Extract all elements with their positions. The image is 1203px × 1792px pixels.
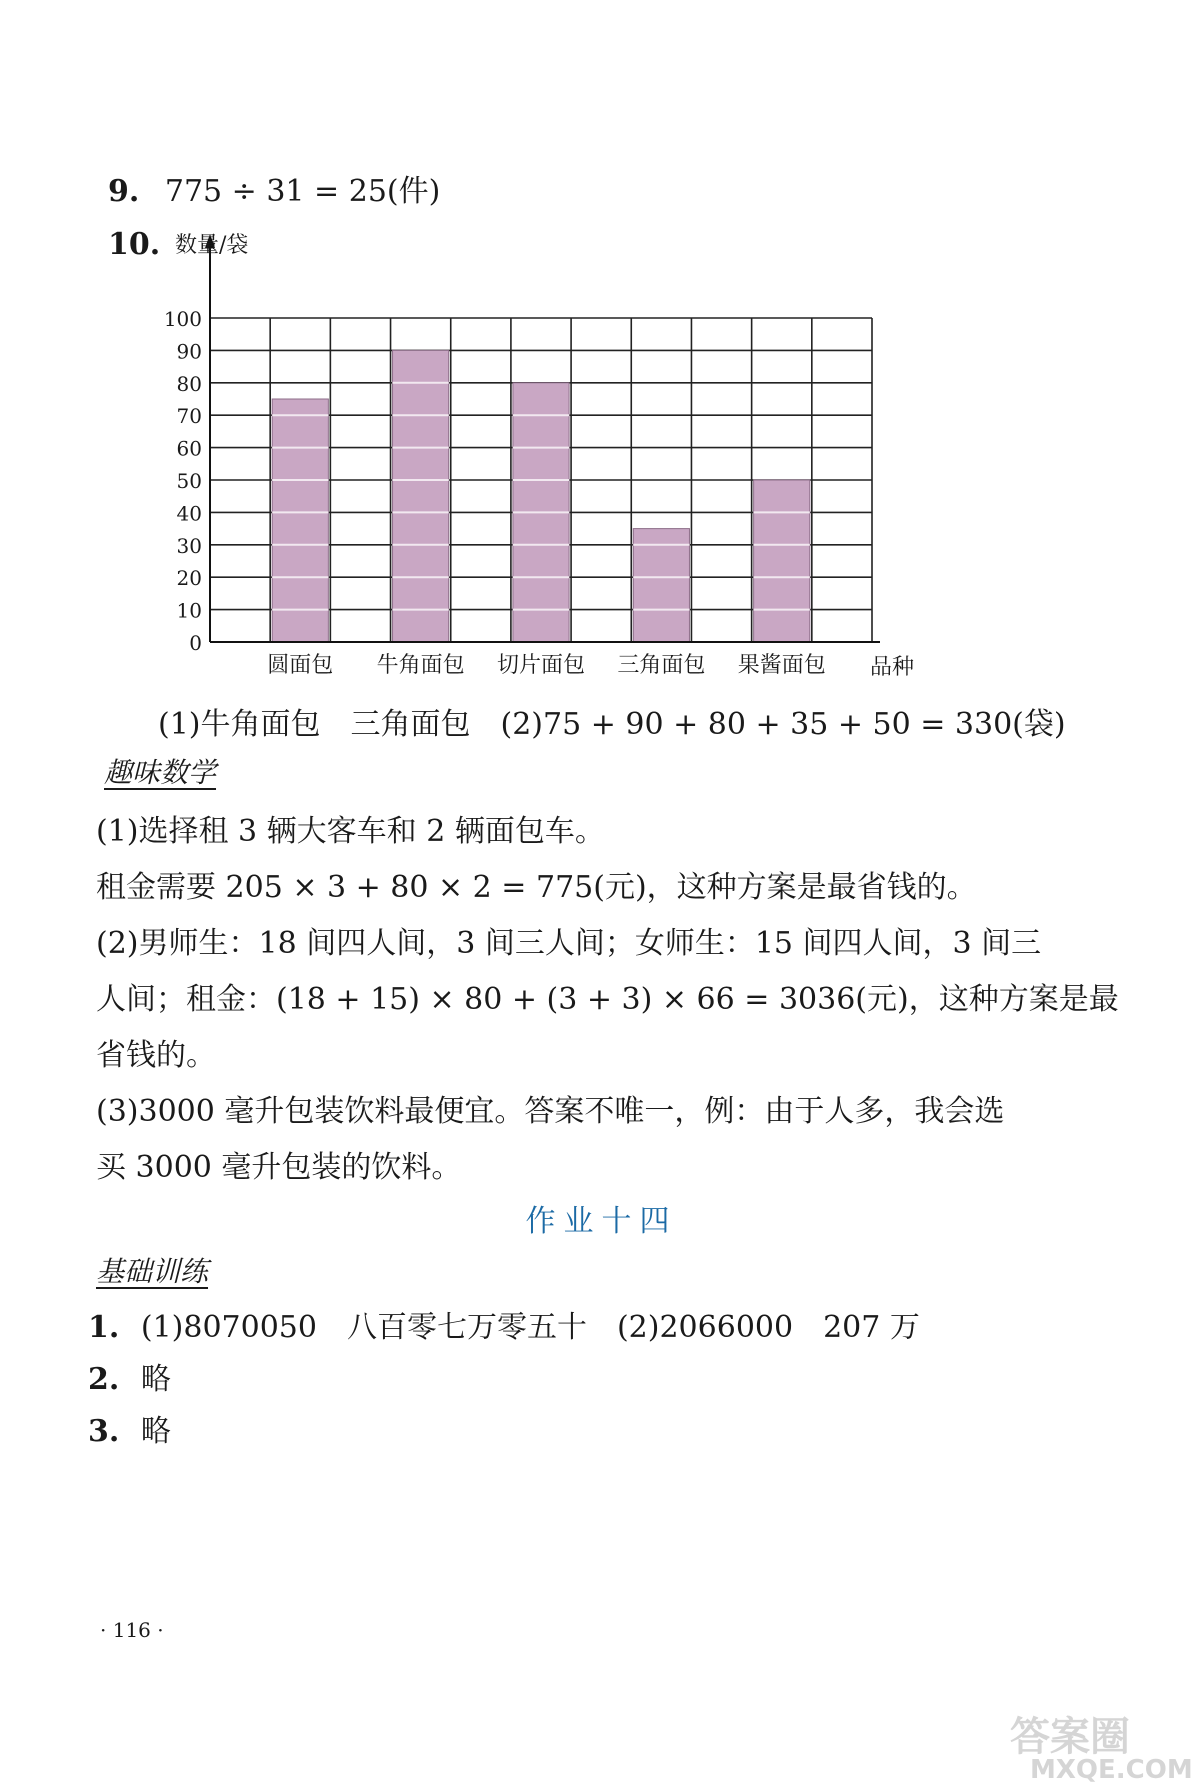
y-tick-label: 70 <box>176 404 202 429</box>
question-number: 3. <box>88 1414 120 1449</box>
y-tick-label: 50 <box>176 469 202 493</box>
y-tick-label: 20 <box>176 566 202 591</box>
fun-paragraph-3a: (2)男师生：18 间四人间，3 间三人间；女师生：15 间四人间，3 间三 <box>96 926 1042 961</box>
x-category-label: 三角面包 <box>617 653 706 678</box>
basic-question-1 <box>88 1308 920 1348</box>
bar-5 <box>754 480 810 642</box>
question-number: 10. <box>108 227 161 262</box>
y-tick-label: 60 <box>176 436 202 461</box>
question-text: (1)8070050 八百零七万零五十 (2)2066000 207 万 <box>140 1310 920 1345</box>
y-tick-label: 80 <box>176 371 202 396</box>
bar-2 <box>393 350 449 642</box>
assignment-heading: 作业十四 <box>525 1204 678 1239</box>
y-tick-label: 40 <box>176 501 202 526</box>
question-number: 9. <box>108 174 140 209</box>
y-tick-label: 90 <box>176 339 202 364</box>
section-title-fun-math: 趣味数学 <box>104 756 217 789</box>
question-text: 略 <box>140 1414 171 1449</box>
y-tick-label: 0 <box>189 631 202 655</box>
basic-question-2 <box>88 1360 171 1400</box>
x-category-label: 牛角面包 <box>376 653 465 678</box>
fun-paragraph-2: 租金需要 205 × 3 + 80 × 2 = 775(元)，这种方案是最省钱的。 <box>96 870 977 905</box>
fun-paragraph-1: (1)选择租 3 辆大客车和 2 辆面包车。 <box>96 814 605 849</box>
bar-1 <box>272 399 328 642</box>
fun-paragraph-3b: 人间；租金：(18 + 15) × 80 + (3 + 3) × 66 = 3036(元)，这种方案是最 <box>96 982 1119 1017</box>
question-number: 2. <box>88 1362 120 1397</box>
watermark-logo: 答案圈 <box>1010 1714 1130 1760</box>
page-number: · 116 · <box>100 1618 164 1642</box>
question-text: 775 ÷ 31 = 25(件) <box>164 174 441 209</box>
bar-chart <box>0 0 1203 700</box>
y-tick-label: 100 <box>163 307 202 331</box>
watermark-url: MXQE.COM <box>1030 1755 1193 1785</box>
y-tick-label: 10 <box>176 598 202 623</box>
x-category-label: 切片面包 <box>496 653 586 678</box>
fun-paragraph-4b: 买 3000 毫升包装的饮料。 <box>96 1150 462 1185</box>
question-10-answer: (1)牛角面包 三角面包 (2)75 + 90 + 80 + 35 + 50 = 330(袋) <box>158 707 1066 742</box>
x-axis-title: 品种 <box>870 655 915 680</box>
basic-question-3 <box>88 1412 171 1452</box>
fun-paragraph-4a: (3)3000 毫升包装饮料最便宜。答案不唯一，例：由于人多，我会选 <box>96 1094 1005 1129</box>
question-text: 略 <box>140 1362 171 1397</box>
question-number: 1. <box>88 1310 120 1345</box>
x-category-label: 圆面包 <box>267 653 334 678</box>
y-axis-title: 数量/袋 <box>175 233 249 258</box>
x-category-label: 果酱面包 <box>737 653 826 678</box>
section-title-basic-training: 基础训练 <box>96 1255 209 1288</box>
y-tick-label: 30 <box>176 533 202 558</box>
fun-paragraph-3c: 省钱的。 <box>96 1038 216 1073</box>
